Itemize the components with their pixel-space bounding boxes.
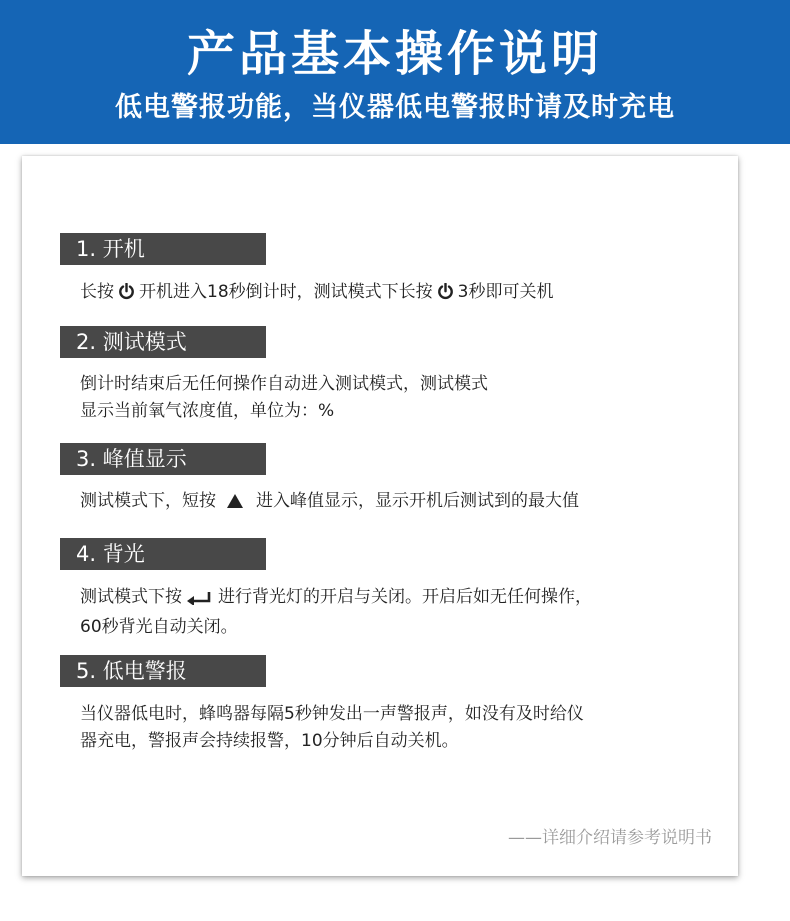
section-text-low-battery xyxy=(80,701,720,755)
section-text-power-on xyxy=(80,279,720,309)
section-heading-power-on: 1. 开机 xyxy=(60,233,266,265)
page-subtitle: 低电警报功能，当仪器低电警报时请及时充电 xyxy=(115,92,675,123)
text-segment: 测试模式下按 xyxy=(80,587,182,607)
section-text-backlight xyxy=(80,584,720,641)
text-line xyxy=(80,584,720,614)
text-line: 当仪器低电时，蜂鸣器每隔5秒钟发出一声警报声，如没有及时给仪 xyxy=(80,704,584,724)
header-banner xyxy=(0,0,790,144)
power-icon xyxy=(437,282,454,309)
text-segment: 进行背光灯的开启与关闭。开启后如无任何操作， xyxy=(218,587,592,607)
section-heading-peak-display: 3. 峰值显示 xyxy=(60,443,266,475)
text-line: 器充电，警报声会持续报警，10分钟后自动关机。 xyxy=(80,731,459,751)
text-segment: 进入峰值显示，显示开机后测试到的最大值 xyxy=(256,491,579,511)
text-segment: 3秒即可关机 xyxy=(457,282,554,302)
text-segment: 长按 xyxy=(80,282,114,302)
instruction-card xyxy=(22,156,738,876)
text-line: 显示当前氧气浓度值，单位为：% xyxy=(80,401,335,421)
section-heading-backlight: 4. 背光 xyxy=(60,538,266,570)
section-heading-low-battery: 5. 低电警报 xyxy=(60,655,266,687)
page-title: 产品基本操作说明 xyxy=(186,26,603,82)
section-text-test-mode xyxy=(80,371,720,425)
section-text-peak-display xyxy=(80,488,720,518)
footer-note: ——详细介绍请参考说明书 xyxy=(508,828,712,848)
section-heading-test-mode: 2. 测试模式 xyxy=(60,326,266,358)
text-line: 倒计时结束后无任何操作自动进入测试模式，测试模式 xyxy=(80,374,488,394)
text-segment: 开机进入18秒倒计时，测试模式下长按 xyxy=(139,282,433,302)
power-icon xyxy=(118,282,135,309)
text-line: 60秒背光自动关闭。 xyxy=(80,617,238,637)
enter-icon xyxy=(186,587,212,614)
up-triangle-icon xyxy=(226,491,244,518)
text-segment: 测试模式下，短按 xyxy=(80,491,216,511)
